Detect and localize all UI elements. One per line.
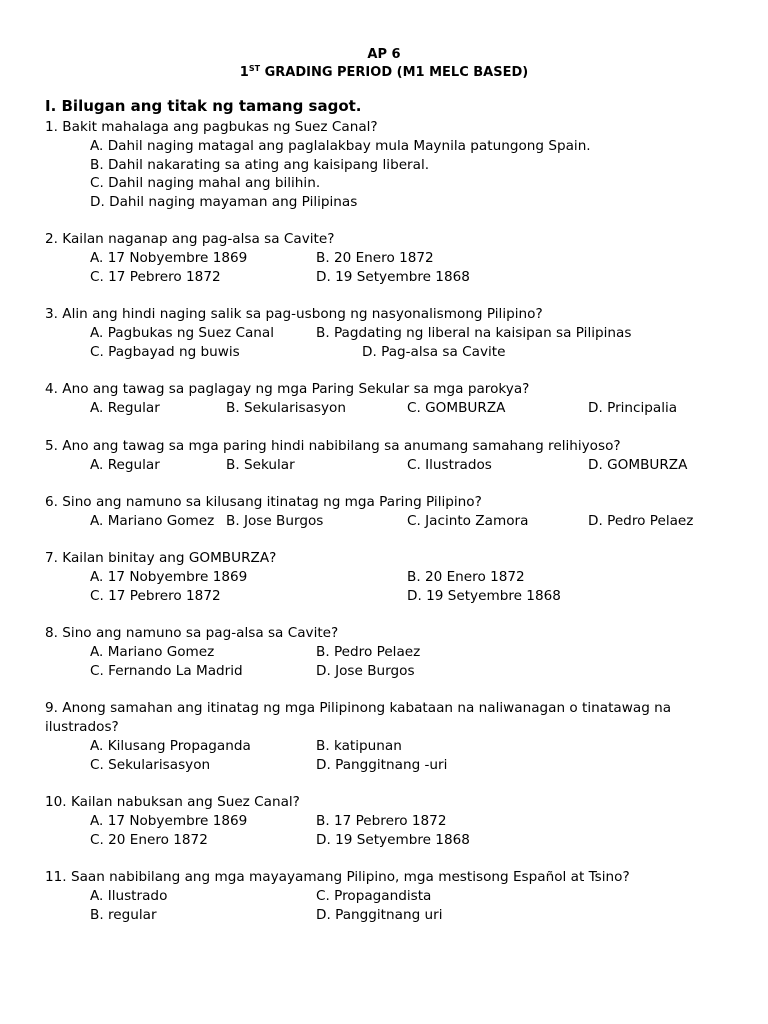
question-11: 11. Saan nabibilang ang mga mayayamang Pilipino, mga mestisong Español at Tsino? [45, 869, 630, 885]
choice-2c[interactable]: C. 17 Pebrero 1872 [90, 269, 221, 285]
choice-1c[interactable]: C. Dahil naging mahal ang bilihin. [90, 175, 321, 191]
choice-1a[interactable]: A. Dahil naging matagal ang paglalakbay mula Maynila patungong Spain. [90, 138, 591, 154]
choice-10b[interactable]: B. 17 Pebrero 1872 [316, 813, 447, 829]
choice-4d[interactable]: D. Principalia [588, 400, 678, 416]
question-8: 8. Sino ang namuno sa pag-alsa sa Cavite? [45, 625, 339, 641]
question-6: 6. Sino ang namuno sa kilusang itinatag ng mga Paring Pilipino? [45, 494, 482, 510]
choice-4a[interactable]: A. Regular [90, 400, 160, 416]
choice-3c[interactable]: C. Pagbayad ng buwis [90, 344, 240, 360]
choice-6c[interactable]: C. Jacinto Zamora [407, 513, 529, 529]
choice-11c[interactable]: C. Propagandista [316, 888, 432, 904]
choice-8b[interactable]: B. Pedro Pelaez [316, 644, 421, 660]
choice-2b[interactable]: B. 20 Enero 1872 [316, 250, 434, 266]
question-10: 10. Kailan nabuksan ang Suez Canal? [45, 794, 300, 810]
choice-9c[interactable]: C. Sekularisasyon [90, 757, 211, 773]
choice-7b[interactable]: B. 20 Enero 1872 [407, 569, 525, 585]
choice-3d[interactable]: D. Pag-alsa sa Cavite [362, 344, 506, 360]
choice-9d[interactable]: D. Panggitnang -uri [316, 757, 448, 773]
choice-3a[interactable]: A. Pagbukas ng Suez Canal [90, 325, 275, 341]
question-5: 5. Ano ang tawag sa mga paring hindi nabibilang sa anumang samahang relihiyoso? [45, 438, 621, 454]
section-instruction: I. Bilugan ang titak ng tamang sagot. [45, 97, 362, 115]
question-2: 2. Kailan naganap ang pag-alsa sa Cavite? [45, 231, 335, 247]
choice-5c[interactable]: C. Ilustrados [407, 457, 492, 473]
period-number: 1 [239, 65, 249, 80]
choice-11b[interactable]: B. regular [90, 907, 157, 923]
choice-11a[interactable]: A. Ilustrado [90, 888, 168, 904]
choice-6b[interactable]: B. Jose Burgos [226, 513, 324, 529]
choice-6d[interactable]: D. Pedro Pelaez [588, 513, 694, 529]
question-9: 9. Anong samahan ang itinatag ng mga Pilipinong kabataan na naliwanagan o tinatawag na [45, 700, 672, 716]
choice-2d[interactable]: D. 19 Setyembre 1868 [316, 269, 470, 285]
question-4: 4. Ano ang tawag sa paglagay ng mga Paring Sekular sa mga parokya? [45, 381, 530, 397]
choice-7c[interactable]: C. 17 Pebrero 1872 [90, 588, 221, 604]
subject-title: AP 6 [367, 47, 401, 62]
question-3: 3. Alin ang hindi naging salik sa pag-usbong ng nasyonalismong Pilipino? [45, 306, 543, 322]
choice-1b[interactable]: B. Dahil nakarating sa ating ang kaisipang liberal. [90, 157, 430, 173]
choice-5b[interactable]: B. Sekular [226, 457, 295, 473]
choice-7a[interactable]: A. 17 Nobyembre 1869 [90, 569, 248, 585]
choice-11d[interactable]: D. Panggitnang uri [316, 907, 443, 923]
choice-4c[interactable]: C. GOMBURZA [407, 400, 506, 416]
choice-8c[interactable]: C. Fernando La Madrid [90, 663, 243, 679]
choice-6a[interactable]: A. Mariano Gomez [90, 513, 215, 529]
choice-4b[interactable]: B. Sekularisasyon [226, 400, 346, 416]
choice-10d[interactable]: D. 19 Setyembre 1868 [316, 832, 470, 848]
choice-9a[interactable]: A. Kilusang Propaganda [90, 738, 251, 754]
choice-5d[interactable]: D. GOMBURZA [588, 457, 688, 473]
choice-5a[interactable]: A. Regular [90, 457, 160, 473]
choice-7d[interactable]: D. 19 Setyembre 1868 [407, 588, 561, 604]
period-ordinal: ST [248, 64, 261, 73]
choice-3b[interactable]: B. Pagdating ng liberal na kaisipan sa Pilipinas [316, 325, 632, 341]
question-7: 7. Kailan binitay ang GOMBURZA? [45, 550, 277, 566]
choice-8a[interactable]: A. Mariano Gomez [90, 644, 215, 660]
choice-2a[interactable]: A. 17 Nobyembre 1869 [90, 250, 248, 266]
choice-8d[interactable]: D. Jose Burgos [316, 663, 415, 679]
choice-10c[interactable]: C. 20 Enero 1872 [90, 832, 208, 848]
choice-10a[interactable]: A. 17 Nobyembre 1869 [90, 813, 248, 829]
question-1: 1. Bakit mahalaga ang pagbukas ng Suez Canal? [45, 119, 378, 135]
grading-period-title [0, 65, 768, 80]
period-text: GRADING PERIOD (M1 MELC BASED) [260, 65, 529, 80]
question-9-continued: ilustrados? [45, 719, 119, 735]
choice-9b[interactable]: B. katipunan [316, 738, 402, 754]
choice-1d[interactable]: D. Dahil naging mayaman ang Pilipinas [90, 194, 358, 210]
